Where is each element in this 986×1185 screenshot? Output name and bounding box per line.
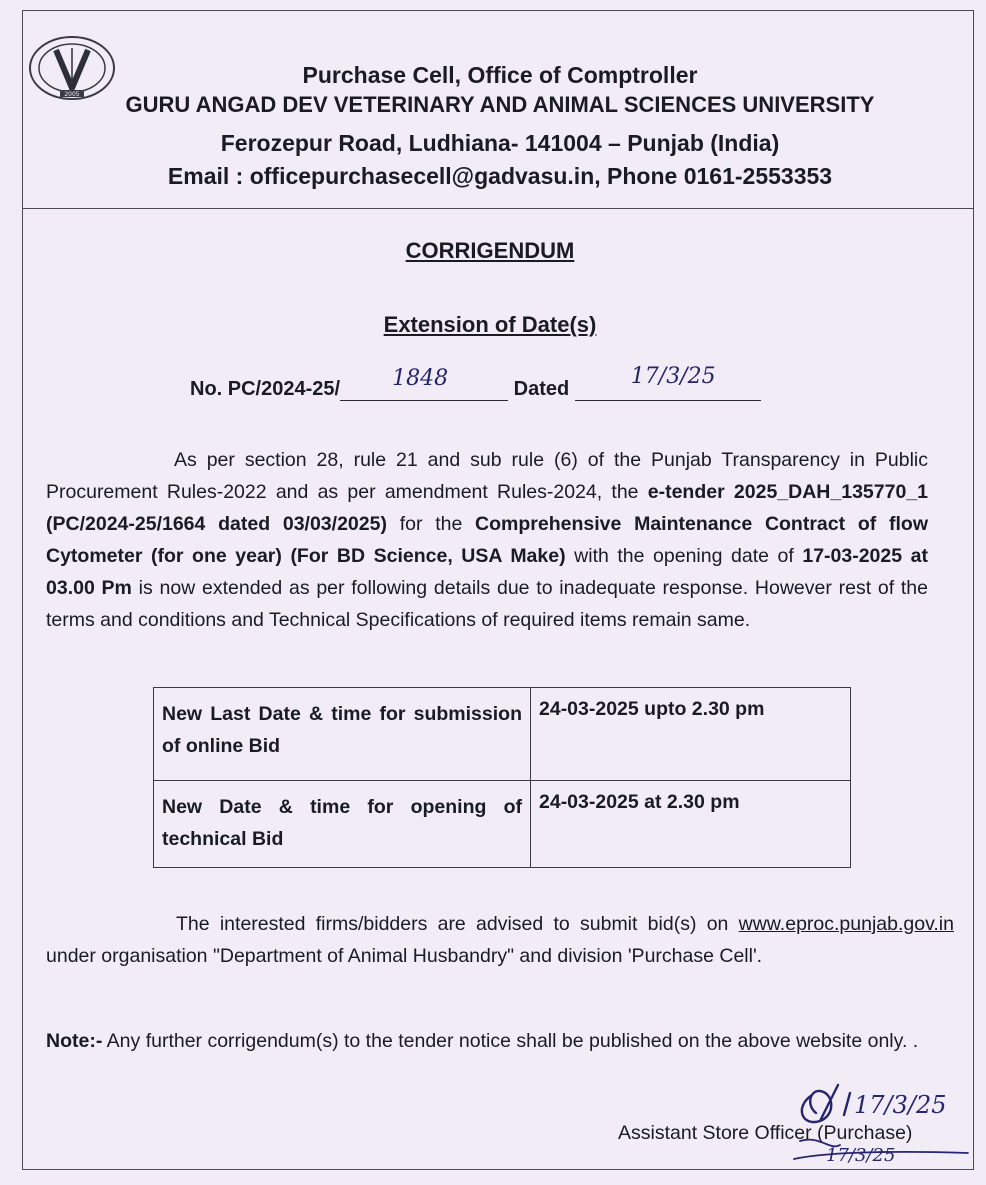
initial-date: 17/3/25: [826, 1145, 896, 1165]
schedule-table: [153, 687, 851, 868]
header-contact: Email : officepurchasecell@gadvasu.in, Phone 0161-2553353: [167, 163, 833, 189]
header-address: Ferozepur Road, Ludhiana- 141004 – Punjab (India): [220, 130, 780, 156]
note-label: Note:-: [46, 1030, 103, 1052]
signatory-designation: Assistant Store Officer (Purchase): [618, 1122, 913, 1144]
table-row: [154, 781, 851, 868]
table-row: [154, 688, 851, 781]
seal-year: 2005: [64, 91, 80, 98]
schedule-value: 24-03-2025 upto 2.30 pm: [531, 688, 851, 781]
header-university: GURU ANGAD DEV VETERINARY AND ANIMAL SCIENCES UNIVERSITY: [125, 92, 875, 117]
body-paragraph: As per section 28, rule 21 and sub rule (6) of the Punjab Transparency in Public Procurement Rules-2022 and as per amendment Rules-2024, the e-tender 2025_DAH_135770_1 (PC/2024-25/1664 dated 03/03/2025) for the Comprehensive Maintenance Contract of flow Cytometer (for one year) (For BD Science, USA Make) with the opening date of 17-03-2025 at 03.00 Pm is now extended as per following details due to inadequate response. However rest of the terms and conditions and Technical Specifications of required items remain same.: [46, 449, 928, 631]
header-office: Purchase Cell, Office of Comptroller: [302, 62, 698, 88]
reference-dated-blank: [575, 364, 761, 401]
document-title: CORRIGENDUM: [405, 238, 575, 263]
reference-dated-value: 17/3/25: [630, 364, 716, 389]
note-paragraph: Note:- Any further corrigendum(s) to the tender notice shall be published on the above website only. .: [46, 1030, 919, 1052]
header-divider: [22, 208, 974, 209]
schedule-value: 24-03-2025 at 2.30 pm: [531, 781, 851, 868]
reference-no-value: 1848: [392, 366, 449, 391]
signature-date: 17/3/25: [854, 1091, 947, 1119]
reference-line: [190, 364, 761, 401]
reference-no-label: No. PC/2024-25/: [190, 378, 341, 400]
document-subtitle: Extension of Date(s): [383, 312, 597, 337]
handwritten-signature: [790, 1055, 980, 1165]
eproc-link[interactable]: www.eproc.punjab.gov.in: [738, 913, 954, 935]
reference-dated-label: Dated: [513, 378, 570, 400]
reference-no-blank: [340, 366, 508, 401]
schedule-label: New Last Date & time for submission of online Bid: [154, 688, 531, 781]
schedule-label: New Date & time for opening of technical Bid: [154, 781, 531, 868]
submission-paragraph: The interested firms/bidders are advised to submit bid(s) on www.eproc.punjab.gov.in under organisation "Department of Animal Husbandry" and division 'Purchase Cell'.: [46, 913, 954, 967]
